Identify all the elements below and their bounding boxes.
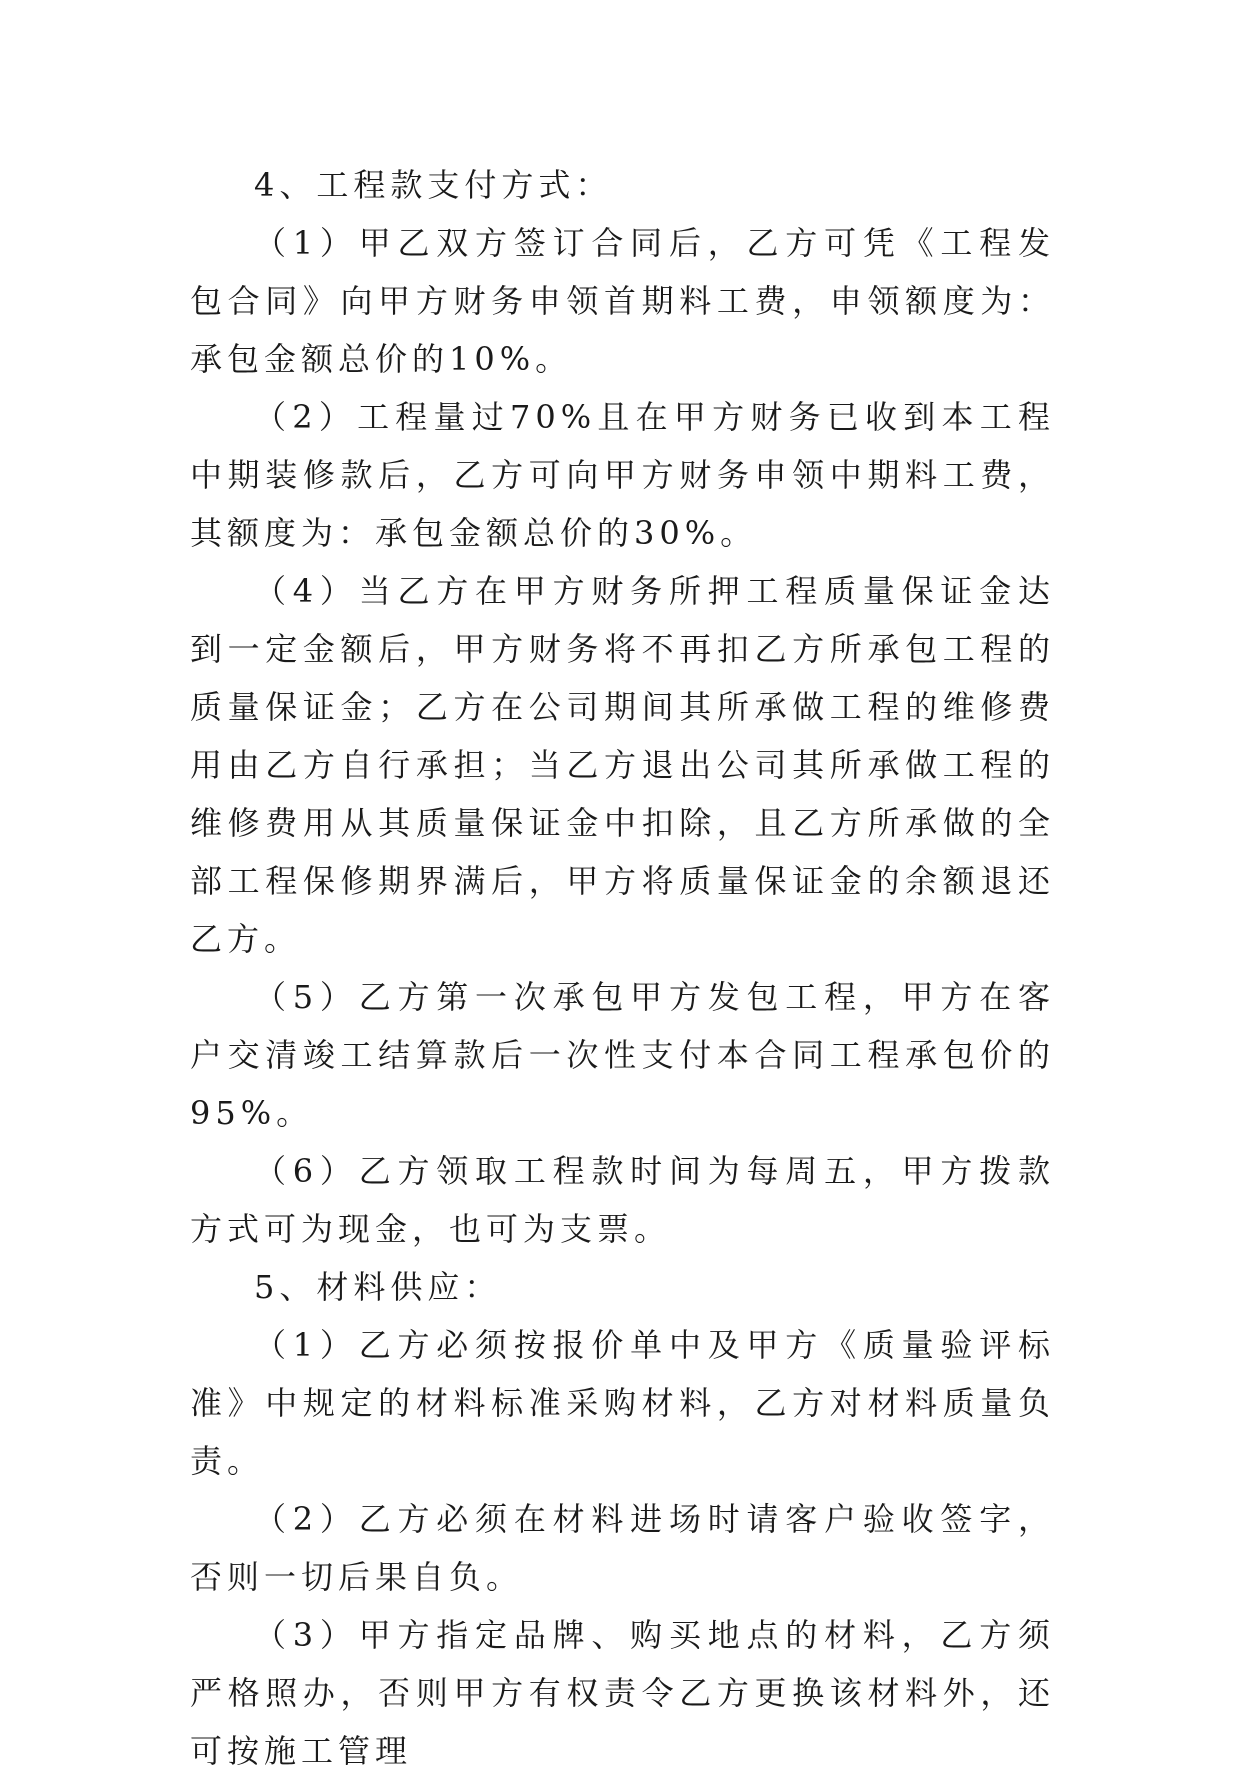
- paragraph-payment-1: （1）甲乙双方签订合同后，乙方可凭《工程发包合同》向甲方财务申领首期料工费，申领额度为：承包金额总价的10%。: [190, 224, 1055, 378]
- paragraph-payment-2: （2）工程量过70%且在甲方财务已收到本工程中期装修款后，乙方可向甲方财务申领中期料工费，其额度为：承包金额总价的30%。: [190, 398, 1055, 552]
- paragraph-payment-5: （5）乙方第一次承包甲方发包工程，甲方在客户交清竣工结算款后一次性支付本合同工程承包价的95%。: [190, 978, 1055, 1132]
- paragraph-materials-2: （2）乙方必须在材料进场时请客户验收签字，否则一切后果自负。: [190, 1500, 1055, 1596]
- paragraph-payment-6: （6）乙方领取工程款时间为每周五，甲方拨款方式可为现金，也可为支票。: [190, 1152, 1055, 1248]
- document-body: [190, 156, 1055, 1780]
- section-heading-payment: 4、工程款支付方式：: [254, 166, 613, 204]
- paragraph-materials-1: （1）乙方必须按报价单中及甲方《质量验评标准》中规定的材料标准采购材料，乙方对材料质量负责。: [190, 1326, 1055, 1480]
- paragraph-materials-3: （3）甲方指定品牌、购买地点的材料，乙方须严格照办，否则甲方有权责令乙方更换该材料外，还可按施工管理: [190, 1616, 1055, 1770]
- section-heading-materials: 5、材料供应：: [254, 1268, 502, 1306]
- paragraph-payment-4: （4）当乙方在甲方财务所押工程质量保证金达到一定金额后，甲方财务将不再扣乙方所承包工程的质量保证金；乙方在公司期间其所承做工程的维修费用由乙方自行承担；当乙方退出公司其所承做工程的维修费用从其质量保证金中扣除，且乙方所承做的全部工程保修期界满后，甲方将质量保证金的余额退还乙方。: [190, 572, 1055, 958]
